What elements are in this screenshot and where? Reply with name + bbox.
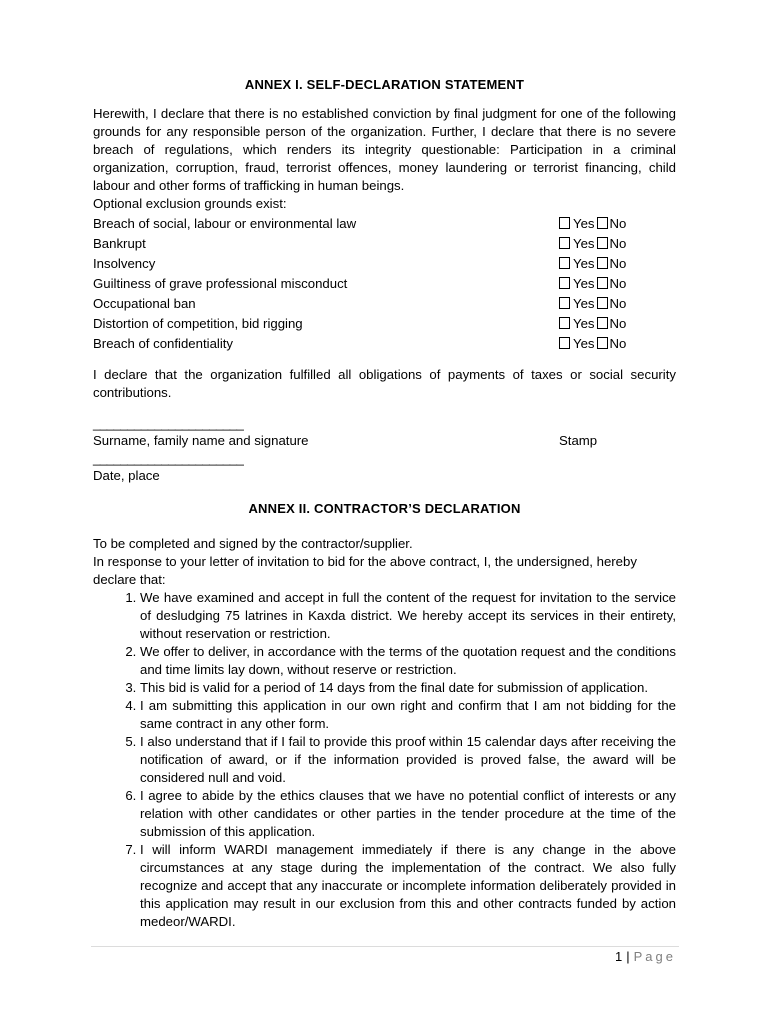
no-label: No (609, 236, 627, 251)
ground-label: Breach of confidentiality (93, 336, 234, 351)
no-label: No (609, 256, 627, 271)
footer-separator: | (626, 949, 630, 964)
signature-row (93, 432, 676, 450)
yes-label: Yes (573, 216, 595, 231)
yes-checkbox[interactable] (559, 257, 570, 269)
declaration-item: 3. This bid is valid for a period of 14 days from the final date for submission of application. (140, 679, 676, 697)
declaration-item: 7. I will inform WARDI management immediately if there is any change in the above circumstances at any stage during the implementation of the contract. We also fully recognize and accept that any inaccurate or incomplete information deliberately provided in this application may result in our exclusion from this and other contracts funded by action medeor/WARDI. (140, 841, 676, 931)
page-footer (615, 949, 676, 964)
ground-label: Guiltiness of grave professional misconduct (93, 276, 348, 291)
no-label: No (609, 296, 627, 311)
declaration-list (93, 589, 676, 931)
declaration-item: 4. I am submitting this application in our own right and confirm that I am not bidding for the same contract in any other form. (140, 697, 676, 733)
signature-line: ______________________ (93, 416, 244, 431)
yes-label: Yes (573, 296, 595, 311)
exclusion-row (93, 254, 676, 274)
optional-grounds-label: Optional exclusion grounds exist: (93, 196, 287, 211)
yes-checkbox[interactable] (559, 317, 570, 329)
yes-no-choice (559, 294, 676, 314)
annex2-line2: In response to your letter of invitation to bid for the above contract, I, the undersigned, hereby declare that: (93, 554, 637, 587)
stamp-label: Stamp (559, 433, 598, 448)
yes-label: Yes (573, 256, 595, 271)
yes-no-choice (559, 234, 676, 254)
signature-label: Surname, family name and signature (93, 433, 309, 448)
declaration-item: 2. We offer to deliver, in accordance with the terms of the quotation request and the conditions and time limits lay down, without reserve or restriction. (140, 643, 676, 679)
footer-divider (91, 946, 679, 947)
yes-no-choice (559, 254, 676, 274)
no-label: No (609, 336, 627, 351)
no-checkbox[interactable] (597, 217, 608, 229)
no-label: No (609, 216, 627, 231)
no-checkbox[interactable] (597, 317, 608, 329)
no-checkbox[interactable] (597, 297, 608, 309)
yes-label: Yes (573, 336, 595, 351)
yes-no-choice (559, 274, 676, 294)
page-word: Page (633, 949, 676, 964)
document-content (93, 76, 676, 931)
yes-label: Yes (573, 276, 595, 291)
no-label: No (609, 276, 627, 291)
yes-checkbox[interactable] (559, 297, 570, 309)
no-checkbox[interactable] (597, 277, 608, 289)
annex2-title: ANNEX II. CONTRACTOR’S DECLARATION (248, 501, 521, 516)
yes-checkbox[interactable] (559, 217, 570, 229)
date-line: ______________________ (93, 451, 244, 466)
annex2-line1: To be completed and signed by the contractor/supplier. (93, 536, 413, 551)
ground-label: Insolvency (93, 256, 156, 271)
no-checkbox[interactable] (597, 237, 608, 249)
ground-label: Breach of social, labour or environmental law (93, 216, 357, 231)
declaration-item: 1. We have examined and accept in full the content of the request for invitation to the service of desludging 75 latrines in Kaxda district. We hereby accept its services in their entirety, without reservation or restriction. (140, 589, 676, 643)
yes-checkbox[interactable] (559, 337, 570, 349)
exclusion-row (93, 234, 676, 254)
no-label: No (609, 316, 627, 331)
yes-no-choice (559, 314, 676, 334)
yes-label: Yes (573, 236, 595, 251)
exclusion-row (93, 214, 676, 234)
ground-label: Bankrupt (93, 236, 146, 251)
exclusion-row (93, 294, 676, 314)
annex1-intro: Herewith, I declare that there is no established conviction by final judgment for one of the following grounds for any responsible person of the organization. Further, I declare that there is no severe breach of regulations, which renders its integrity questionable: Participation in a criminal organization, corruption, fraud, terrorist offences, money laundering or terrorist financing, child labour and other forms of trafficking in human beings. (93, 106, 676, 193)
exclusion-grounds-list (93, 214, 676, 354)
no-checkbox[interactable] (597, 337, 608, 349)
no-checkbox[interactable] (597, 257, 608, 269)
yes-no-choice (559, 214, 676, 234)
declaration-item: 5. I also understand that if I fail to provide this proof within 15 calendar days after receiving the notification of award, or if the information provided is proved false, the award will be considered null and void. (140, 733, 676, 787)
annex1-title: ANNEX I. SELF-DECLARATION STATEMENT (244, 77, 525, 92)
yes-checkbox[interactable] (559, 237, 570, 249)
yes-no-choice (559, 334, 676, 354)
tax-declaration: I declare that the organization fulfilled all obligations of payments of taxes or social security contributions. (93, 367, 676, 400)
ground-label: Distortion of competition, bid rigging (93, 316, 303, 331)
declaration-item: 6. I agree to abide by the ethics clauses that we have no potential conflict of interests or any relation with other candidates or other parties in the tender procedure at the time of the submission of this application. (140, 787, 676, 841)
exclusion-row (93, 314, 676, 334)
yes-checkbox[interactable] (559, 277, 570, 289)
exclusion-row (93, 334, 676, 354)
ground-label: Occupational ban (93, 296, 196, 311)
date-label: Date, place (93, 468, 160, 483)
page-number: 1 (615, 949, 623, 964)
exclusion-row (93, 274, 676, 294)
yes-label: Yes (573, 316, 595, 331)
